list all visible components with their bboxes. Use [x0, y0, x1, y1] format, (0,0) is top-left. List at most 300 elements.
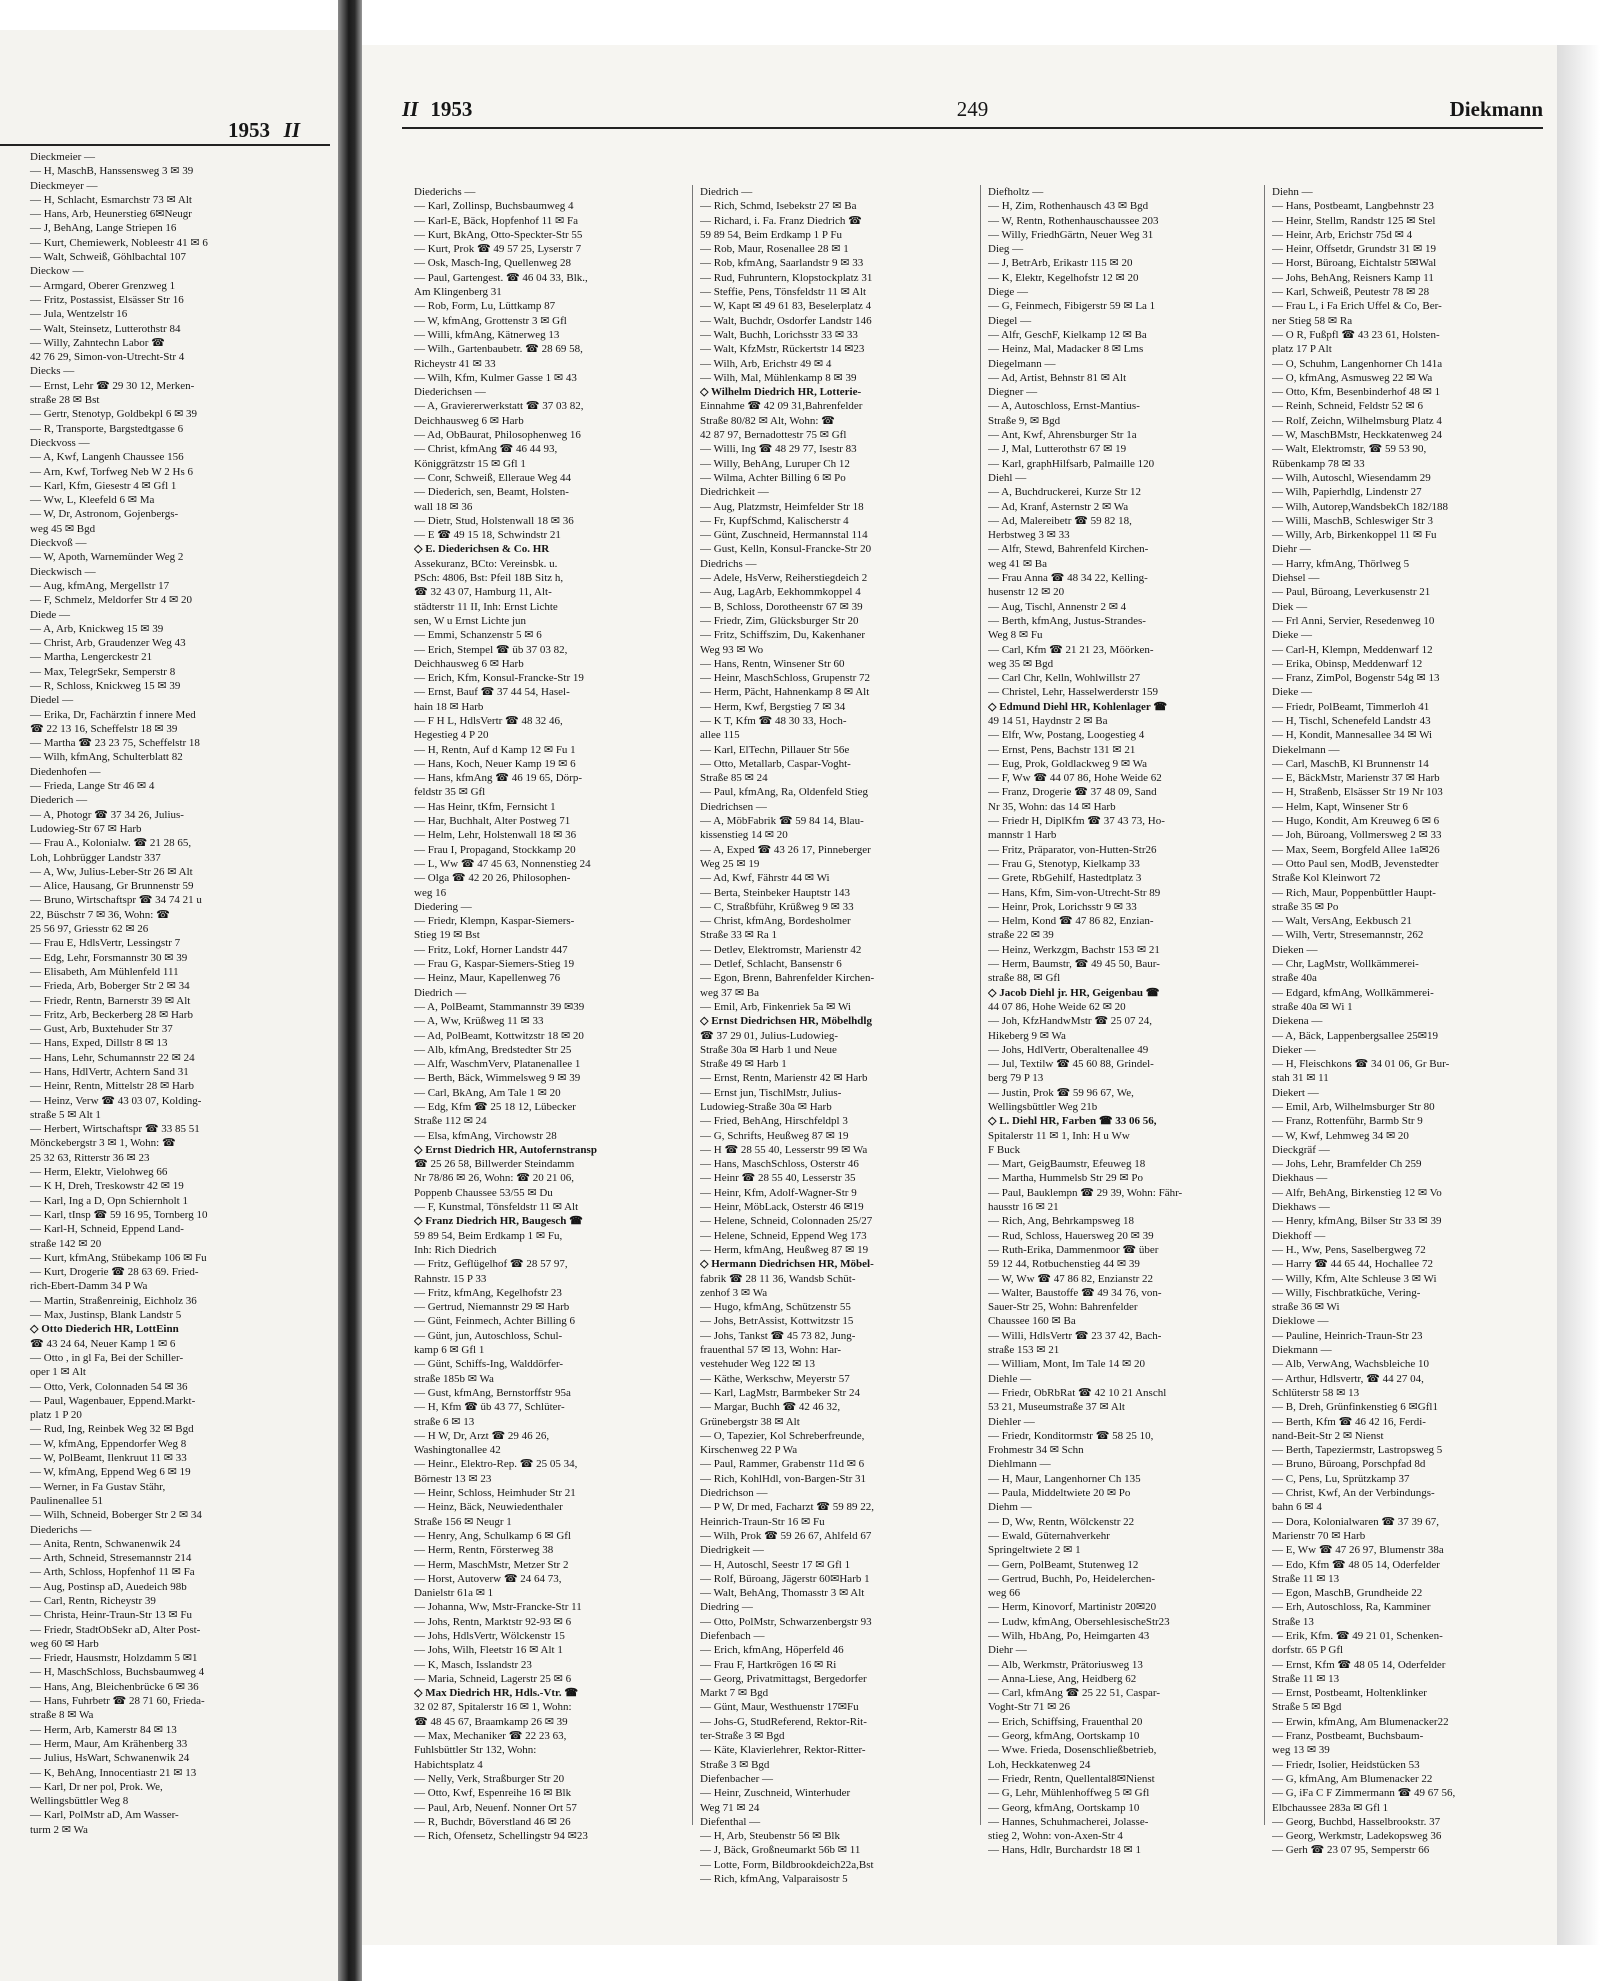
directory-entry: — Fritz, Schiffszim, Du, Kakenhaner	[700, 629, 866, 642]
directory-entry: ☎ 22 13 16, Scheffelstr 18 ✉ 39	[30, 722, 178, 735]
directory-entry: — Hans, Lehr, Schumannstr 22 ✉ 24	[30, 1051, 195, 1064]
directory-entry: — E, BäckMstr, Marienstr 37 ✉ Harb	[1272, 772, 1440, 785]
directory-entry: — Franz, Postbeamt, Buchsbaum-	[1272, 1730, 1424, 1743]
directory-entry: Diederichsen —	[414, 386, 486, 399]
directory-entry: weg 60 ✉ Harb	[30, 1637, 99, 1650]
directory-entry: Nr 78/86 ✉ 26, Wohn: ☎ 20 21 06,	[414, 1172, 574, 1185]
directory-entry: ◇ Hermann Diedrichsen HR, Möbel-	[700, 1258, 874, 1271]
directory-entry: — Hans, Rentn, Winsener Str 60	[700, 657, 845, 670]
directory-entry: Straße 11 ✉ 13	[1272, 1672, 1340, 1685]
directory-entry: — G, iFa C F Zimmermann ☎ 49 67 56,	[1272, 1787, 1456, 1800]
directory-entry: Wellingsbüttler Weg 21b	[988, 1101, 1098, 1113]
directory-entry: — Walt, Elektromstr, ☎ 59 53 90,	[1272, 443, 1427, 456]
directory-entry: Voght-Str 71 ✉ 26	[988, 1701, 1071, 1714]
directory-entry: rich-Ebert-Damm 34 P Wa	[30, 1280, 148, 1293]
directory-entry: 42 76 29, Simon-von-Utrecht-Str 4	[30, 351, 185, 364]
directory-column-3	[988, 185, 1258, 1885]
directory-entry: — Hans, Kfm, Sim-von-Utrecht-Str 89	[988, 886, 1161, 899]
directory-entry: — Otto Paul sen, ModB, Jevenstedter	[1272, 857, 1439, 870]
directory-entry: ☎ 25 26 58, Billwerder Steindamm	[414, 1158, 575, 1171]
directory-entry: — Johs, BehAng, Reisners Kamp 11	[1272, 271, 1434, 284]
directory-entry: — W, PolBeamt, Ilenkruut 11 ✉ 33	[30, 1452, 187, 1465]
directory-entry: husenstr 12 ✉ 20	[988, 586, 1065, 599]
directory-entry: — Elsa, kfmAng, Virchowstr 28	[414, 1129, 557, 1142]
directory-entry: — Armgard, Oberer Grenzweg 1	[30, 279, 176, 292]
directory-entry: — Friedr, PolBeamt, Timmerloh 41	[1272, 700, 1430, 713]
directory-entry: — Wwe. Frieda, Dosenschließbetrieb,	[988, 1744, 1157, 1757]
directory-entry: Fuhlsbüttler Str 132, Wohn:	[414, 1744, 537, 1757]
directory-entry: Straße Kol Kleinwort 72	[1272, 872, 1381, 885]
directory-entry: Washingtonallee 42	[414, 1444, 501, 1457]
directory-entry: — Günt, Maur, Westhuenstr 17✉Fu	[700, 1701, 859, 1714]
directory-entry: — Wilh., Gartenbaubetr. ☎ 28 69 58,	[414, 343, 583, 356]
directory-entry: — Walt, Buchh, Lorichsstr 33 ✉ 33	[700, 328, 858, 341]
directory-entry: — L, Ww ☎ 47 45 63, Nonnenstieg 24	[414, 857, 591, 870]
directory-entry: — Johs-G, StudReferend, Rektor-Rit-	[700, 1715, 867, 1728]
directory-entry: Straße 3 ✉ Bgd	[700, 1758, 770, 1771]
directory-entry: — H, Kondit, Mannesallee 34 ✉ Wi	[1272, 729, 1433, 742]
directory-entry: — William, Mont, Im Tale 14 ✉ 20	[988, 1358, 1146, 1371]
directory-entry: ◇ Franz Diedrich HR, Baugesch ☎	[414, 1215, 583, 1228]
page-header-volume: II	[402, 97, 419, 121]
directory-entry: — Johanna, Ww, Mstr-Francke-Str 11	[414, 1601, 582, 1614]
directory-entry: Ludowieg-Str 67 ✉ Harb	[30, 822, 142, 835]
directory-entry: — Berth, kfmAng, Justus-Strandes-	[988, 614, 1146, 627]
directory-entry: — Helm, Kapt, Winsener Str 6	[1272, 800, 1408, 813]
directory-entry: — Erich, Stempel ☎ üb 37 03 82,	[414, 643, 568, 656]
directory-entry: Diehr —	[988, 1644, 1027, 1657]
directory-entry: — H ☎ 28 55 40, Lesserstr 99 ✉ Wa	[700, 1143, 868, 1156]
directory-entry: — Hans, Arb, Heunerstieg 6✉Neugr	[30, 208, 192, 221]
directory-entry: — Horst, Autoverw ☎ 24 64 73,	[414, 1572, 562, 1585]
directory-entry: — W, kfmAng, Eppendorfer Weg 8	[30, 1437, 187, 1450]
directory-entry: — Heinr, Kfm, Adolf-Wagner-Str 9	[700, 1186, 857, 1199]
left-header-year: 1953	[228, 118, 270, 142]
directory-entry: — Frau Anna ☎ 48 34 22, Kelling-	[988, 572, 1148, 585]
directory-entry: — Frau L, i Fa Erich Uffel & Co, Ber-	[1272, 300, 1442, 313]
directory-entry: — Christ, kfmAng, Bordesholmer	[700, 915, 851, 928]
directory-entry: — A, Kwf, Langenh Chaussee 156	[30, 451, 184, 464]
directory-entry: — Heinr, Stellm, Randstr 125 ✉ Stel	[1272, 214, 1436, 227]
directory-entry: — C, Pens, Lu, Sprützkamp 37	[1272, 1472, 1410, 1485]
directory-entry: — Hans, Hdlr, Burchardstr 18 ✉ 1	[988, 1844, 1141, 1857]
directory-entry: — J, BetrArb, Erikastr 115 ✉ 20	[988, 257, 1133, 270]
directory-entry: dorfstr. 65 P Gfl	[1272, 1644, 1344, 1657]
directory-entry: — A, Bäck, Lappenbergsallee 25✉19	[1272, 1029, 1439, 1042]
directory-entry: — H, Schlacht, Esmarchstr 73 ✉ Alt	[30, 193, 192, 206]
directory-entry: — H., Ww, Pens, Saselbergweg 72	[1272, 1243, 1426, 1256]
directory-entry: — Karl, Schweiß, Peutestr 78 ✉ 28	[1272, 286, 1430, 299]
directory-entry: — Willi, kfmAng, Kätnerweg 13	[414, 328, 560, 341]
directory-entry: — Frau F, Hartkrögen 16 ✉ Ri	[700, 1658, 837, 1671]
directory-entry: — Werner, in Fa Gustav Stähr,	[30, 1480, 166, 1493]
directory-entry: — Ernst, Lehr ☎ 29 30 12, Merken-	[30, 379, 195, 392]
directory-entry: — Alfr, WaschmVerv, Platanenallee 1	[414, 1058, 581, 1071]
directory-entry: — O, Tapezier, Kol Schreberfreunde,	[700, 1429, 865, 1442]
left-page-column	[0, 150, 338, 1837]
directory-entry: — Wilh, Kfm, Kulmer Gasse 1 ✉ 43	[414, 371, 577, 384]
directory-entry: — Aug, kfmAng, Mergellstr 17	[30, 579, 170, 592]
directory-column-4	[1272, 185, 1542, 1885]
directory-entry: — Karl, Zollinsp, Buchsbaumweg 4	[414, 200, 574, 213]
directory-entry: — Heinr, Prok, Lorichsstr 9 ✉ 33	[988, 900, 1137, 913]
directory-entry: — Frau G, Stenotyp, Kielkamp 33	[988, 857, 1140, 870]
directory-entry: — Julius, HsWart, Schwanenwik 24	[30, 1752, 190, 1765]
directory-entry: turm 2 ✉ Wa	[30, 1823, 88, 1836]
directory-entry: — Hans, Postbeamt, Langbehnstr 23	[1272, 200, 1434, 213]
directory-entry: Dieken —	[1272, 943, 1318, 956]
directory-column-1	[414, 185, 684, 1885]
directory-entry: — Frl Anni, Servier, Resedenweg 10	[1272, 614, 1435, 627]
page-header-year: 1953	[430, 97, 473, 121]
directory-entry: — Alfr, Stewd, Bahrenfeld Kirchen-	[988, 543, 1149, 556]
directory-entry: — Anita, Rentn, Schwanenwik 24	[30, 1537, 181, 1550]
directory-entry: — O, Schuhm, Langenhorner Ch 141a	[1272, 357, 1443, 370]
directory-entry: — A, Exped ☎ 43 26 17, Pinneberger	[700, 843, 871, 856]
directory-entry: ner Stieg 58 ✉ Ra	[1272, 314, 1353, 327]
directory-entry: — Hans, Ang, Bleichenbrücke 6 ✉ 36	[30, 1680, 199, 1693]
directory-entry: — Herm, Kinovorf, Martinistr 20✉20	[988, 1601, 1157, 1614]
directory-entry: — F, Ww ☎ 44 07 86, Hohe Weide 62	[988, 772, 1162, 785]
directory-entry: 32 02 87, Spitalerstr 16 ✉ 1, Wohn:	[414, 1701, 572, 1714]
directory-entry: — H, Arb, Steubenstr 56 ✉ Blk	[700, 1830, 840, 1843]
directory-entry: — Ad, PolBeamt, Kottwitzstr 18 ✉ 20	[414, 1029, 584, 1042]
directory-entry: Diegel —	[988, 314, 1032, 327]
directory-entry: — Aug, Tischl, Annenstr 2 ✉ 4	[988, 600, 1127, 613]
directory-entry: — C, Straßbführ, Krüßweg 9 ✉ 33	[700, 900, 854, 913]
directory-entry: sen, W u Ernst Lichte jun	[414, 614, 527, 627]
directory-entry: — Edg, Kfm ☎ 25 18 12, Lübecker	[414, 1101, 576, 1113]
page-header	[402, 93, 1543, 129]
directory-entry: Diefenthal —	[700, 1815, 761, 1828]
directory-entry: — Rob, Form, Lu, Lüttkamp 87	[414, 300, 556, 313]
directory-entry: — Carl, MaschB, Kl Brunnenstr 14	[1272, 757, 1429, 770]
directory-entry: — Paul, Bauklempn ☎ 29 39, Wohn: Fähr-	[988, 1186, 1183, 1199]
directory-entry: Diedering —	[414, 900, 472, 913]
directory-entry: ◇ Ernst Diedrich HR, Autofernstransp	[414, 1143, 597, 1156]
directory-entry: — Friedr, ObRbRat ☎ 42 10 21 Anschl	[988, 1386, 1167, 1399]
directory-entry: — K H, Dreh, Treskowstr 42 ✉ 19	[30, 1180, 184, 1193]
directory-entry: Diekhaus —	[1272, 1172, 1328, 1185]
directory-entry: — Fritz, Geflügelhof ☎ 28 57 97,	[414, 1258, 568, 1271]
directory-entry: — Heinr, Rentn, Mittelstr 28 ✉ Harb	[30, 1080, 194, 1093]
directory-entry: — Reinh, Schneid, Feldstr 52 ✉ 6	[1272, 400, 1423, 413]
directory-entry: ☎ 37 29 01, Julius-Ludowieg-	[700, 1029, 839, 1042]
directory-entry: — Johs, HdlVertr, Oberaltenallee 49	[988, 1043, 1149, 1056]
directory-entry: — Friedr, Zim, Glücksburger Str 20	[700, 614, 859, 627]
directory-entry: — G, kfmAng, Am Blumenacker 22	[1272, 1772, 1433, 1785]
directory-entry: — Martha, Hummelsb Str 29 ✉ Po	[988, 1172, 1143, 1185]
directory-entry: — Alb, kfmAng, Bredstedter Str 25	[414, 1043, 572, 1056]
directory-entry: PSch: 4806, Bst: Pfeil 18B Sitz h,	[414, 572, 564, 585]
directory-entry: — Joh, KfzHandwMstr ☎ 25 07 24,	[988, 1015, 1153, 1028]
directory-entry: Hegestieg 4 P 20	[414, 729, 489, 742]
directory-entry: — W, kfmAng, Eppend Weg 6 ✉ 19	[30, 1466, 191, 1479]
directory-entry: — H, Autoschl, Seestr 17 ✉ Gfl 1	[700, 1558, 851, 1571]
directory-entry: — Rolf, Zeichn, Wilhelmsburg Platz 4	[1272, 414, 1442, 427]
directory-entry: — Jul, Textilw ☎ 45 60 88, Grindel-	[988, 1058, 1154, 1071]
directory-entry: Kirschenweg 22 P Wa	[700, 1444, 798, 1457]
directory-entry: Diekert —	[1272, 1086, 1319, 1099]
directory-entry: — Ernst, Postbeamt, Holtenklinker	[1272, 1687, 1427, 1700]
directory-entry: 25 32 63, Ritterstr 36 ✉ 23	[30, 1151, 150, 1164]
directory-entry: weg 45 ✉ Bgd	[30, 522, 96, 535]
directory-entry: Diekhaws —	[1272, 1201, 1330, 1214]
directory-entry: — E ☎ 49 15 18, Schwindstr 21	[414, 529, 561, 542]
directory-entry: Dieckwisch —	[30, 565, 96, 578]
directory-entry: — Max, Mechaniker ☎ 22 23 63,	[414, 1730, 567, 1743]
directory-entry: Königgrätzstr 15 ✉ Gfl 1	[414, 457, 526, 470]
directory-entry: — Willy, Arb, Birkenkoppel 11 ✉ Fu	[1272, 529, 1437, 542]
directory-entry: Poppenb Chaussee 53/55 ✉ Du	[414, 1186, 553, 1199]
directory-entry: 22, Büschstr 7 ✉ 36, Wohn: ☎	[30, 908, 170, 921]
directory-entry: Diek —	[1272, 600, 1308, 613]
directory-entry: Habichtsplatz 4	[414, 1758, 483, 1771]
directory-entry: — Johs, BetrAssist, Kottwitzstr 15	[700, 1315, 854, 1328]
directory-entry: — Paul, Gartengest. ☎ 46 04 33, Blk.,	[414, 271, 588, 284]
directory-entry: — Diederich, sen, Beamt, Holsten-	[414, 486, 569, 499]
directory-entry: — W, kfmAng, Grottenstr 3 ✉ Gfl	[414, 314, 567, 327]
directory-entry: — Fritz, kfmAng, Kegelhofstr 23	[414, 1286, 562, 1299]
directory-entry: — Mart, GeigBaumstr, Efeuweg 18	[988, 1158, 1146, 1171]
directory-entry: — Friedr, Hausmstr, Holzdamm 5 ✉1	[30, 1652, 198, 1665]
directory-entry: — Emil, Arb, Wilhelmsburger Str 80	[1272, 1101, 1435, 1113]
directory-entry: — Helene, Schneid, Colonnaden 25/27	[700, 1215, 873, 1228]
directory-entry: — Wilma, Achter Billing 6 ✉ Po	[700, 471, 846, 484]
directory-entry: ◇ Jacob Diehl jr. HR, Geigenbau ☎	[988, 986, 1160, 999]
directory-entry: Börnestr 13 ✉ 23	[414, 1472, 492, 1485]
directory-entry: — Herm, kfmAng, Heußweg 87 ✉ 19	[700, 1243, 869, 1256]
directory-entry: — Frau A., Kolonialw. ☎ 21 28 65,	[30, 837, 192, 850]
directory-entry: — Detlef, Schlacht, Bansenstr 6	[700, 958, 842, 971]
directory-entry: bahn 6 ✉ 4	[1272, 1501, 1322, 1514]
directory-entry: — Karl, tInsp ☎ 59 16 95, Tornberg 10	[30, 1208, 208, 1221]
directory-entry: Mönckebergstr 3 ✉ 1, Wohn: ☎	[30, 1137, 176, 1150]
directory-entry: — Egon, Brenn, Bahrenfelder Kirchen-	[700, 972, 875, 985]
directory-entry: Diehle —	[988, 1372, 1032, 1385]
directory-entry: — Edgard, kfmAng, Wollkämmerei-	[1272, 986, 1434, 999]
directory-entry: — Christ, Kwf, An der Verbindungs-	[1272, 1487, 1435, 1500]
directory-entry: — Ad, Kwf, Fährstr 44 ✉ Wi	[700, 872, 830, 885]
directory-entry: — Joh, Büroang, Vollmersweg 2 ✉ 33	[1272, 829, 1442, 842]
directory-entry: Ludowieg-Straße 30a ✉ Harb	[700, 1101, 832, 1113]
directory-entry: — Elfr, Ww, Postang, Loogestieg 4	[988, 729, 1145, 742]
directory-entry: Straße 30a ✉ Harb 1 und Neue	[700, 1043, 837, 1056]
directory-entry: — Georg, kfmAng, Oortskamp 10	[988, 1801, 1140, 1814]
directory-entry: Elbchaussee 283a ✉ Gfl 1	[1272, 1801, 1389, 1814]
directory-entry: kamp 6 ✉ Gfl 1	[414, 1344, 485, 1357]
directory-entry: — A, Buchdruckerei, Kurze Str 12	[988, 486, 1142, 499]
directory-entry: Assekuranz, BCto: Vereinsbk. u.	[414, 557, 558, 570]
directory-entry: Diekmann —	[1272, 1344, 1332, 1357]
directory-entry: — Herm, Pächt, Hahnenkamp 8 ✉ Alt	[700, 686, 870, 699]
directory-entry: Diekhoff —	[1272, 1229, 1326, 1242]
directory-entry: — Friedr H, DiplKfm ☎ 37 43 73, Ho-	[988, 815, 1165, 828]
directory-entry: — H, Fleischkons ☎ 34 01 06, Gr Bur-	[1272, 1058, 1450, 1071]
directory-entry: — Gertr, Stenotyp, Goldbekpl 6 ✉ 39	[30, 408, 198, 421]
directory-entry: ☎ 43 24 64, Neuer Kamp 1 ✉ 6	[30, 1337, 176, 1350]
directory-entry: wall 18 ✉ 36	[414, 500, 473, 513]
directory-entry: — W, Kwf, Lehmweg 34 ✉ 20	[1272, 1129, 1409, 1142]
directory-entry: — R, Transporte, Bargstedtgasse 6	[30, 422, 184, 435]
directory-entry: — Max, Seem, Borgfeld Allee 1a✉26	[1272, 843, 1440, 856]
directory-entry: Diehler —	[988, 1415, 1035, 1428]
directory-entry: — H, Maur, Langenhorner Ch 135	[988, 1472, 1141, 1485]
directory-entry: Weg 93 ✉ Wo	[700, 643, 764, 656]
directory-entry: — Herm, Rentn, Försterweg 38	[414, 1544, 554, 1557]
directory-entry: — Walt, Schweiß, Göhlbachtal 107	[30, 251, 186, 264]
directory-entry: — Wilh, Arb, Erichstr 49 ✉ 4	[700, 357, 832, 370]
directory-entry: — Ad, ObBaurat, Philosophenweg 16	[414, 429, 581, 442]
directory-entry: — Dietr, Stud, Holstenwall 18 ✉ 36	[414, 514, 574, 527]
directory-entry: — Walt, VersAng, Eekbusch 21	[1272, 915, 1412, 928]
directory-entry: — Carl, kfmAng ☎ 25 22 51, Caspar-	[988, 1687, 1161, 1700]
directory-entry: — Carl-H, Klempn, Meddenwarf 12	[1272, 643, 1433, 656]
directory-entry: Deichhausweg 6 ✉ Harb	[414, 657, 524, 670]
directory-entry: — Willy, Kfm, Alte Schleuse 3 ✉ Wi	[1272, 1272, 1437, 1285]
directory-entry: — Helm, Kond ☎ 47 86 82, Enzian-	[988, 915, 1154, 928]
directory-entry: Diegelmann —	[988, 357, 1056, 370]
directory-entry: — Berth, Kfm ☎ 46 42 16, Ferdi-	[1272, 1415, 1426, 1428]
directory-entry: — Lotte, Form, Bildbrookdeich22a,Bst	[700, 1858, 874, 1871]
directory-entry: — Gust, Arb, Buxtehuder Str 37	[30, 1023, 173, 1036]
directory-entry: — Karl, PolMstr aD, Am Wasser-	[30, 1809, 179, 1822]
directory-entry: Straße 85 ✉ 24	[700, 772, 768, 785]
directory-entry: Danielstr 61a ✉ 1	[414, 1587, 494, 1600]
directory-entry: — Günt, Feinmech, Achter Billing 6	[414, 1315, 576, 1328]
directory-entry: ◇ Wilhelm Diedrich HR, Lotterie-	[700, 386, 862, 399]
directory-entry: — Kurt, kfmAng, Stübekamp 106 ✉ Fu	[30, 1251, 207, 1264]
directory-entry: — Jula, Wentzelstr 16	[30, 308, 128, 321]
directory-entry: 59 89 54, Beim Erdkamp 1 P Fu	[700, 228, 842, 241]
directory-entry: — Erik, Kfm. ☎ 49 21 01, Schenken-	[1272, 1629, 1443, 1642]
directory-entry: — H, Rentn, Auf d Kamp 12 ✉ Fu 1	[414, 743, 576, 756]
directory-entry: — Emil, Arb, Finkenriek 5a ✉ Wi	[700, 1000, 851, 1013]
directory-entry: — Ruth-Erika, Dammenmoor ☎ über	[988, 1243, 1159, 1256]
book-gutter	[338, 0, 362, 1981]
directory-entry: — Frieda, Arb, Boberger Str 2 ✉ 34	[30, 980, 190, 993]
directory-entry: — J, Bäck, Großneumarkt 56b ✉ 11	[700, 1844, 861, 1857]
directory-entry: — Olga ☎ 42 20 26, Philosophen-	[414, 872, 571, 885]
directory-entry: straße 5 ✉ Alt 1	[30, 1108, 101, 1121]
directory-entry: Dieckmeier —	[30, 151, 96, 163]
directory-entry: — E, Ww ☎ 47 26 97, Blumenstr 38a	[1272, 1544, 1444, 1557]
directory-column-2	[700, 185, 970, 1885]
directory-entry: — Johs, Tankst ☎ 45 73 82, Jung-	[700, 1329, 856, 1342]
directory-entry: — W, Ww ☎ 47 86 82, Enzianstr 22	[988, 1272, 1154, 1285]
directory-entry: ☎ 48 45 67, Braamkamp 26 ✉ 39	[414, 1715, 568, 1728]
directory-entry: — D, Ww, Rentn, Wölckenstr 22	[988, 1515, 1135, 1528]
directory-entry: — Willy, FriedhGärtn, Neuer Weg 31	[988, 228, 1154, 241]
directory-entry: — Rich, KohlHdl, von-Bargen-Str 31	[700, 1472, 867, 1485]
directory-entry: — Heinr, Zuschneid, Winterhuder	[700, 1787, 851, 1800]
directory-entry: Diederich —	[30, 794, 88, 807]
directory-entry: — Karl, ElTechn, Pillauer Str 56e	[700, 743, 850, 756]
directory-entry: straße 6 ✉ 13	[414, 1415, 475, 1428]
directory-entry: Diedrichson —	[700, 1487, 768, 1500]
directory-entry: — Otto, PolMstr, Schwarzenbergstr 93	[700, 1615, 872, 1628]
directory-entry: Diederichs —	[414, 186, 476, 198]
directory-entry: — Heinz, Verw ☎ 43 03 07, Kolding-	[30, 1094, 202, 1107]
directory-entry: — Georg, Buchbd, Hasselbrookstr. 37	[1272, 1815, 1441, 1828]
directory-entry: — Hans, HdlVertr, Achtern Sand 31	[30, 1066, 189, 1078]
directory-entry: — G, Lehr, Mühlenhoffweg 5 ✉ Gfl	[988, 1787, 1150, 1800]
directory-entry: — G, Schrifts, Heußweg 87 ✉ 19	[700, 1129, 849, 1142]
directory-entry: straße 185b ✉ Wa	[414, 1372, 494, 1385]
directory-entry: — Käte, Klavierlehrer, Rektor-Ritter-	[700, 1744, 866, 1757]
directory-entry: — Willy, Fischbratküche, Vering-	[1272, 1286, 1421, 1299]
directory-entry: — Walter, Baustoffe ☎ 49 34 76, von-	[988, 1286, 1162, 1299]
directory-entry: — Günt, jun, Autoschloss, Schul-	[414, 1329, 563, 1342]
directory-entry: — Frau I, Propagand, Stockkamp 20	[414, 843, 576, 856]
directory-entry: Straße 80/82 ✉ Alt, Wohn: ☎	[700, 414, 835, 427]
directory-entry: — F, Schmelz, Meldorfer Str 4 ✉ 20	[30, 594, 193, 607]
directory-entry: — Karl, graphHilfsarb, Palmaille 120	[988, 457, 1155, 470]
directory-entry: — Hans, Koch, Neuer Kamp 19 ✉ 6	[414, 757, 576, 770]
directory-entry: Loh, Lohbrügger Landstr 337	[30, 851, 161, 864]
directory-entry: — Detlev, Elektromstr, Marienstr 42	[700, 943, 862, 956]
page-header-keyword: Diekmann	[1449, 97, 1543, 121]
directory-entry: — Wilh, Mal, Mühlenkamp 8 ✉ 39	[700, 371, 857, 384]
directory-entry: 25 56 97, Griesstr 62 ✉ 26	[30, 923, 149, 936]
directory-entry: — Max, TelegrSekr, Semperstr 8	[30, 665, 176, 678]
directory-entry: Dieklowe —	[1272, 1315, 1329, 1328]
directory-entry: — Richard, i. Fa. Franz Diedrich ☎	[700, 214, 862, 227]
directory-entry: — Kurt, Drogerie ☎ 28 63 69. Fried-	[30, 1266, 199, 1279]
directory-entry: — Georg, Werkmstr, Ladekopsweg 36	[1272, 1830, 1442, 1843]
directory-entry: weg 13 ✉ 39	[1272, 1744, 1330, 1757]
directory-entry: — Grete, RbGehilf, Hastedtplatz 3	[988, 872, 1142, 885]
column-divider	[692, 185, 693, 1825]
directory-entry: — Paul, kfmAng, Ra, Oldenfeld Stieg	[700, 786, 869, 799]
directory-entry: — Rich, kfmAng, Valparaisostr 5	[700, 1873, 848, 1885]
directory-entry: — Alice, Hausang, Gr Brunnenstr 59	[30, 880, 194, 893]
directory-entry: — Johs, Lehr, Bramfelder Ch 259	[1272, 1158, 1422, 1171]
directory-entry: — Willi, MaschB, Schleswiger Str 3	[1272, 514, 1433, 527]
directory-entry: straße 40a	[1272, 972, 1317, 985]
directory-entry: — Conr, Schweiß, Elleraue Weg 44	[414, 471, 572, 484]
directory-entry: — Heinz, Werkzgm, Bachstr 153 ✉ 21	[988, 943, 1160, 956]
directory-entry: weg 41 ✉ Ba	[988, 557, 1048, 570]
directory-entry: — Walt, KfzMstr, Rückertstr 14 ✉23	[700, 343, 865, 356]
directory-entry: — Emmi, Schanzenstr 5 ✉ 6	[414, 629, 542, 642]
directory-entry: Frohmestr 34 ✉ Schn	[988, 1444, 1084, 1457]
directory-entry: — Helene, Schneid, Eppend Weg 173	[700, 1229, 867, 1242]
directory-entry: — J, Mal, Lutterothstr 67 ✉ 19	[988, 443, 1127, 456]
directory-entry: Straße 49 ✉ Harb 1	[700, 1058, 787, 1071]
directory-entry: — Aug, Postinsp aD, Auedeich 98b	[30, 1580, 187, 1593]
directory-entry: — Bruno, Büroang, Porschpfad 8d	[1272, 1458, 1426, 1471]
directory-entry: — Gust, kfmAng, Bernstorffstr 95a	[414, 1386, 571, 1399]
directory-entry: — Henry, kfmAng, Bilser Str 33 ✉ 39	[1272, 1215, 1442, 1228]
directory-entry: Dieckvoß —	[30, 537, 87, 550]
directory-entry: frauenthal 57 ✉ 13, Wohn: Har-	[700, 1344, 842, 1357]
directory-entry: weg 66	[988, 1587, 1021, 1600]
directory-entry: Chaussee 160 ✉ Ba	[988, 1315, 1076, 1328]
directory-entry: stah 31 ✉ 11	[1272, 1072, 1329, 1085]
directory-entry: — Walt, Steinsetz, Lutterothstr 84	[30, 322, 181, 335]
directory-entry: — Justin, Prok ☎ 59 96 67, We,	[988, 1086, 1134, 1099]
directory-entry: — O, kfmAng, Asmusweg 22 ✉ Wa	[1272, 371, 1433, 384]
directory-entry: — Kurt, Chemiewerk, Nobleestr 41 ✉ 6	[30, 236, 208, 249]
directory-entry: Diege —	[988, 286, 1029, 299]
directory-entry: — K T, Kfm ☎ 48 30 33, Hoch-	[700, 714, 847, 727]
directory-entry: — Günt, Schiffs-Ing, Walddörfer-	[414, 1358, 564, 1371]
directory-entry: — Willy, BehAng, Luruper Ch 12	[700, 457, 850, 470]
directory-entry: — Hans, Exped, Dillstr 8 ✉ 13	[30, 1037, 168, 1050]
directory-entry: Hikeberg 9 ✉ Wa	[988, 1029, 1066, 1042]
directory-entry: — Fr, KupfSchmd, Kalischerstr 4	[700, 514, 849, 527]
